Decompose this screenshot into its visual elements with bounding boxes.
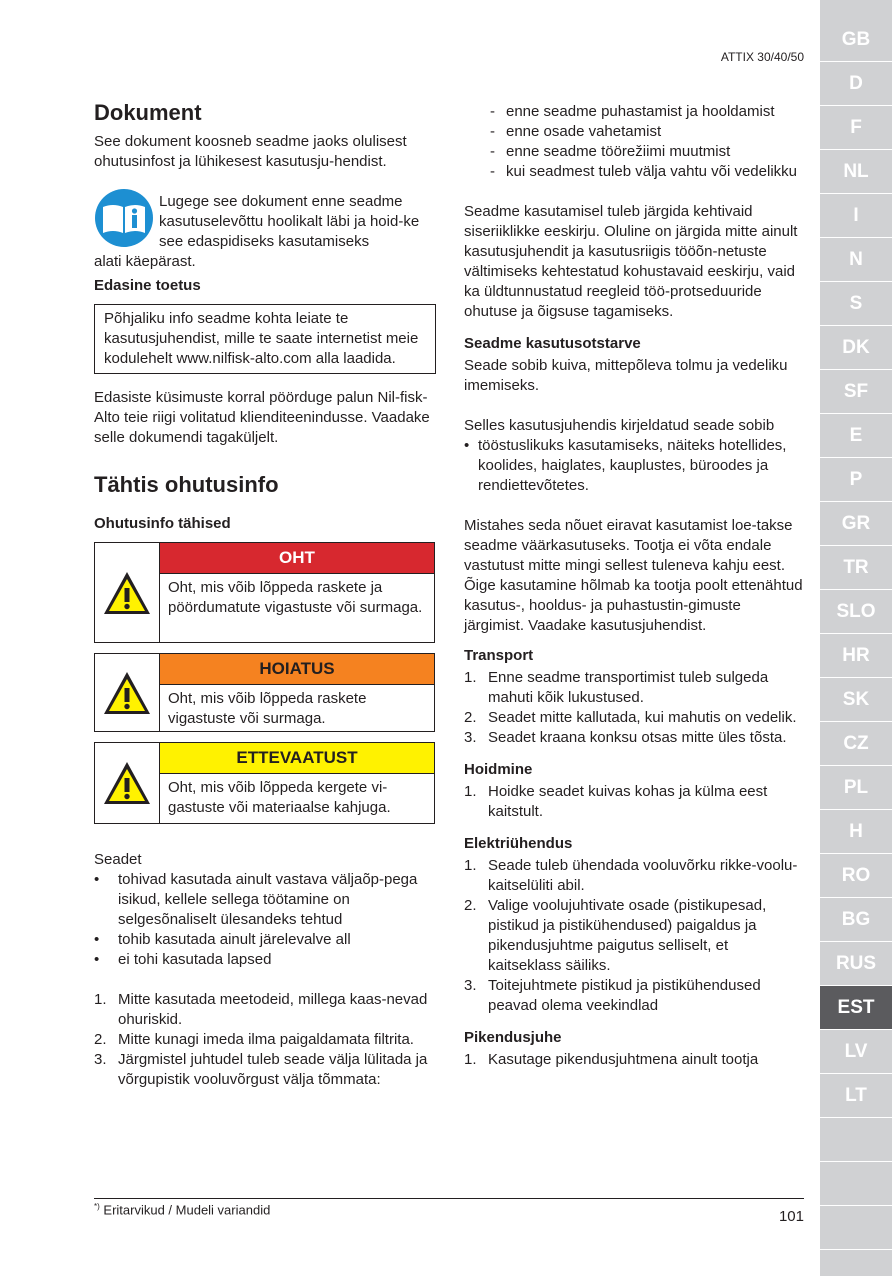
page-number: 101 [778,1208,804,1225]
lang-tab-p[interactable]: P [820,458,892,502]
lang-tab-f[interactable]: F [820,106,892,150]
left-column [94,98,436,1090]
heading-dokument: Dokument [94,100,202,125]
warning-caution [94,742,435,824]
lang-tab-tr[interactable]: TR [820,546,892,590]
lang-tab-nl[interactable]: NL [820,150,892,194]
lang-tab-lv[interactable]: LV [820,1030,892,1074]
warning-triangle-icon [102,760,152,806]
read-note-text-end: alati käepärast. [94,253,196,270]
lang-tab-pl[interactable]: PL [820,766,892,810]
lang-tab-dk[interactable]: DK [820,326,892,370]
heading-storage: Hoidmine [464,761,533,778]
list-item: - kui seadmest tuleb välja vahtu või vedelikku [490,163,797,180]
list-item: 3. Toitejuhtmete pistikud ja pistikühendused peavad olema veekindlad [464,977,761,1014]
list-item: 2. Valige voolujuhtivate osade (pistikupesad, pistikud ja pistikühendused) paigaldus ja pikendusjuhtme paigutus selliselt, et kaitseklass säiliks. [464,897,767,974]
heading-purpose: Seadme kasutusotstarve [464,335,641,352]
warning-text: Oht, mis võib lõppeda raskete vigastuste või surmaga. [168,690,367,727]
lang-tab-empty [820,1206,892,1250]
language-sidebar [820,0,892,1276]
list-item: 1. Hoidke seadet kuivas kohas ja külma eest kaitstult. [464,783,768,820]
list-item: - enne seadme puhastamist ja hooldamist [490,103,775,120]
warning-label: OHT [160,543,434,574]
lang-tab-e[interactable]: E [820,414,892,458]
footer-rule [94,1198,804,1199]
lang-tab-slo[interactable]: SLO [820,590,892,634]
lang-tab-empty [820,1118,892,1162]
suitable-intro: Selles kasutusjuhendis kirjeldatud seade sobib [464,417,775,434]
list-item: • tohivad kasutada ainult vastava väljaõp-pega isikud, kellele sellega töötamine on selgesõnaliselt ülesandeks tehtud [94,871,418,928]
heading-transport: Transport [464,647,534,664]
warning-text: Oht, mis võib lõppeda kergete vi-gastuste või materiaalse kahjuga. [168,779,391,816]
list-item: • tööstuslikuks kasutamiseks, näiteks hotellides, koolides, haiglates, kauplustes, büroodes ja rendiettevõtetes. [464,437,787,494]
further-support-box: Põhjaliku info seadme kohta leiate te kasutusjuhendist, mille te saate internetist meie kodulehelt www.nilfisk-alto.com alla laadida. [94,304,436,374]
questions-text: Edasiste küsimuste korral pöörduge palun Nil-fisk-Alto teie riigi volitatud klienditeenindusse. Vaadake selle dokumendi tagaküljelt. [94,389,430,446]
lang-tab-d[interactable]: D [820,62,892,106]
lang-tab-gb[interactable]: GB [820,18,892,62]
warning-triangle-icon [102,570,152,616]
list-item: 2. Seadet mitte kallutada, kui mahutis on vedelik. [464,709,797,726]
lang-tab-rus[interactable]: RUS [820,942,892,986]
footnote-mark: *) [94,1202,100,1211]
list-item: 1. Mitte kasutada meetodeid, millega kaas-nevad ohuriskid. [94,991,428,1028]
lang-tab-cz[interactable]: CZ [820,722,892,766]
suitable-list [464,436,804,496]
lang-tab-est[interactable]: EST [820,986,892,1030]
heading-safety: Tähtis ohutusinfo [94,472,279,497]
regulations-text: Seadme kasutamisel tuleb järgida kehtivaid siseriiklikke eeskirju. Oluline on järgida mitte ainult kasutusjuhendit ja kasutusriigis tööõn-netuste vältimiseks kehtestatud kohustavaid eeskirju, vaid ka üldtunnustatud reegleid töö-protseduuride ohutuse ja õigsuse tagamiseks. [464,203,798,320]
read-manual-note [94,184,436,272]
list-item: 3. Järgmistel juhtudel tuleb seade välja lülitada ja võrgupistik vooluvõrgust välja tõmmata: [94,1051,428,1088]
footnote [94,1202,270,1217]
model-header: ATTIX 30/40/50 [720,50,804,64]
heading-extension: Pikendusjuhe [464,1029,562,1046]
lang-tab-hr[interactable]: HR [820,634,892,678]
list-item: • tohib kasutada ainult järelevalve all [94,931,351,948]
lang-tab-ro[interactable]: RO [820,854,892,898]
warning-danger [94,542,435,643]
read-note-text: Lugege see dokument enne seadme kasutuselevõttu hoolikalt läbi ja hoid-ke see edaspidiseks kasutamiseks [159,193,420,250]
lang-tab-empty [820,1162,892,1206]
heading-safety-symbols: Ohutusinfo tähised [94,515,231,532]
lang-tab-gr[interactable]: GR [820,502,892,546]
lang-tab-lt[interactable]: LT [820,1074,892,1118]
proper-use-text: Õige kasutamine hõlmab ka tootja poolt ettenähtud kasutus-, hooldus- ja puhastustin-gimuste järgimist. Vaadake kasutusjuhendist. [464,577,803,634]
warning-hoiatus [94,653,435,732]
right-column [464,102,804,1070]
transport-list [464,668,804,748]
read-manual-icon [94,188,154,248]
storage-list [464,782,804,822]
list-item: • ei tohi kasutada lapsed [94,951,272,968]
warning-triangle-icon [102,670,152,716]
lang-tab-i[interactable]: I [820,194,892,238]
warning-label: HOIATUS [160,654,434,685]
heading-further-support: Edasine toetus [94,277,201,294]
lang-tab-h[interactable]: H [820,810,892,854]
list-item: 3. Seadet kraana konksu otsas mitte üles tõsta. [464,729,787,746]
numbered-list [94,990,436,1090]
list-item: 1. Kasutage pikendusjuhtmena ainult tootja [464,1051,759,1068]
lang-tab-bg[interactable]: BG [820,898,892,942]
dokument-text: See dokument koosneb seadme jaoks olulisest ohutusinfost ja lühikesest kasutusju-hendist. [94,133,407,170]
list-item: 2. Mitte kunagi imeda ilma paigaldamata filtrita. [94,1031,414,1048]
warning-label: ETTEVAATUST [160,743,434,774]
lang-tab-sk[interactable]: SK [820,678,892,722]
lang-tab-s[interactable]: S [820,282,892,326]
extension-list [464,1050,804,1070]
footnote-text: Eritarvikud / Mudeli variandid [103,1202,271,1218]
misuse-text: Mistahes seda nõuet eiravat kasutamist loe-takse seadme väärkasutuseks. Tootja ei võta endale vastutust mitte mingi sellest tuleneva kahju eest. [464,517,793,574]
dash-list [464,102,804,182]
purpose-text: Seade sobib kuiva, mittepõleva tolmu ja vedeliku imemiseks. [464,357,788,394]
seadet-list [94,870,436,970]
list-item: - enne osade vahetamist [490,123,662,140]
lang-tab-n[interactable]: N [820,238,892,282]
electric-list [464,856,804,1016]
seadet-intro: Seadet [94,851,142,868]
list-item: 1. Seade tuleb ühendada vooluvõrku rikke-voolu-kaitselüliti abil. [464,857,798,894]
list-item: 1. Enne seadme transportimist tuleb sulgeda mahuti kõik lukustused. [464,669,769,706]
warning-text: Oht, mis võib lõppeda raskete ja pöördumatute vigastuste või surmaga. [168,579,423,616]
list-item: - enne seadme töörežiimi muutmist [490,143,731,160]
heading-electric: Elektriühendus [464,835,573,852]
lang-tab-sf[interactable]: SF [820,370,892,414]
